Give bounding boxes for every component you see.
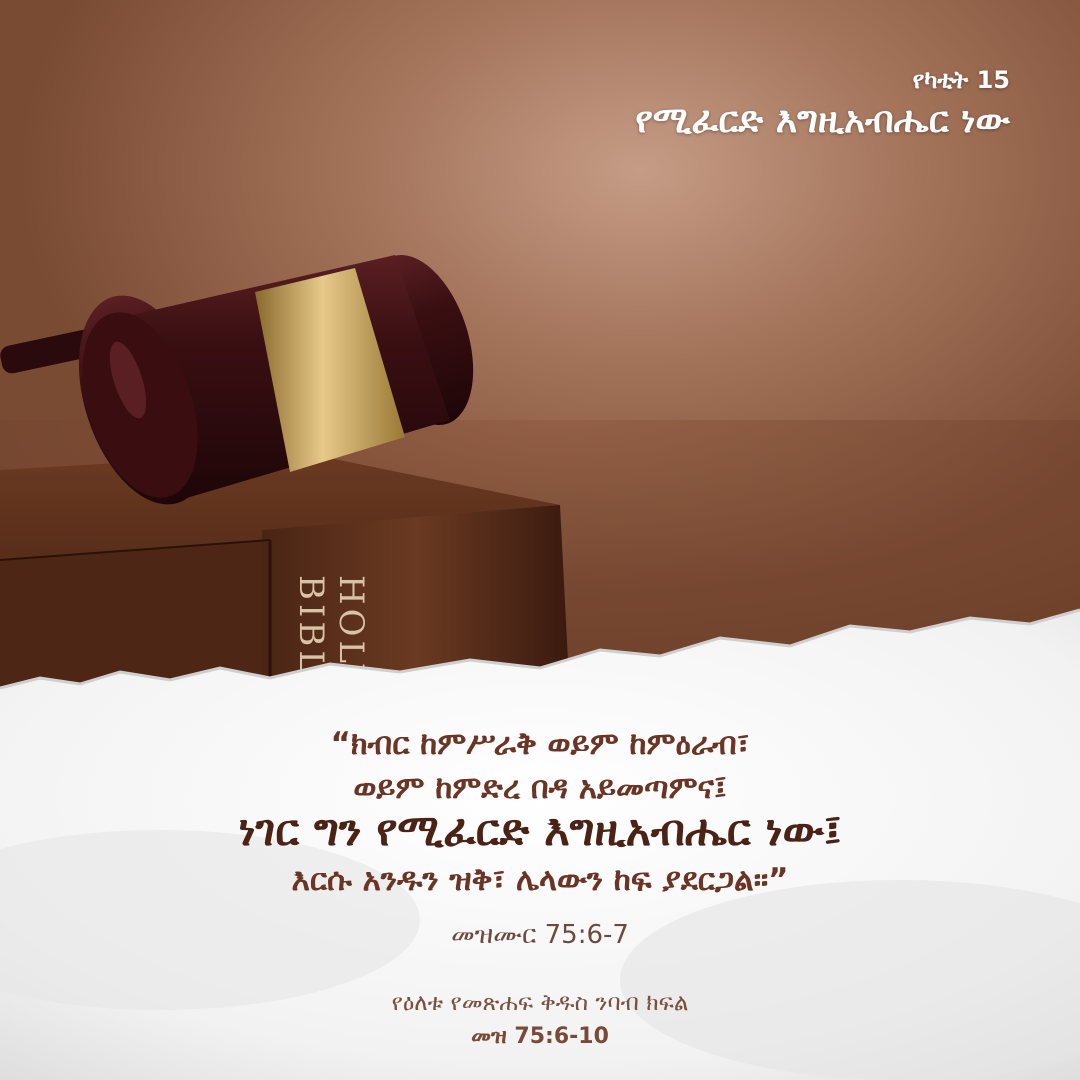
daily-reading-chapters: መዝ 75:6-10: [471, 1024, 609, 1049]
verse-reference: መዝሙር 75:6-7: [451, 920, 629, 950]
quote-line-2: ወይም ከምድረ በዳ አይመጣምና፤: [353, 770, 727, 806]
quote-line-1: “ክብር ከምሥራቅ ወይም ከምዕራብ፣: [330, 726, 750, 762]
date-label: የካቲት 15: [912, 66, 1010, 94]
headline-title: የሚፈርድ እግዚአብሔር ነው: [635, 100, 1010, 141]
spine-text-bible: BIBLE: [291, 575, 331, 706]
quote-line-4: እርሱ አንዱን ዝቅ፣ ሌላውን ከፍ ያደርጋል።”: [291, 862, 789, 898]
daily-reading-label: የዕለቱ የመጽሐፍ ቅዱስ ንባብ ክፍል: [391, 990, 689, 1016]
spine-text-holy: HOLY: [331, 575, 371, 692]
quote-line-emphasis: ነገር ግን የሚፈርድ እግዚአብሔር ነው፤: [238, 806, 842, 856]
